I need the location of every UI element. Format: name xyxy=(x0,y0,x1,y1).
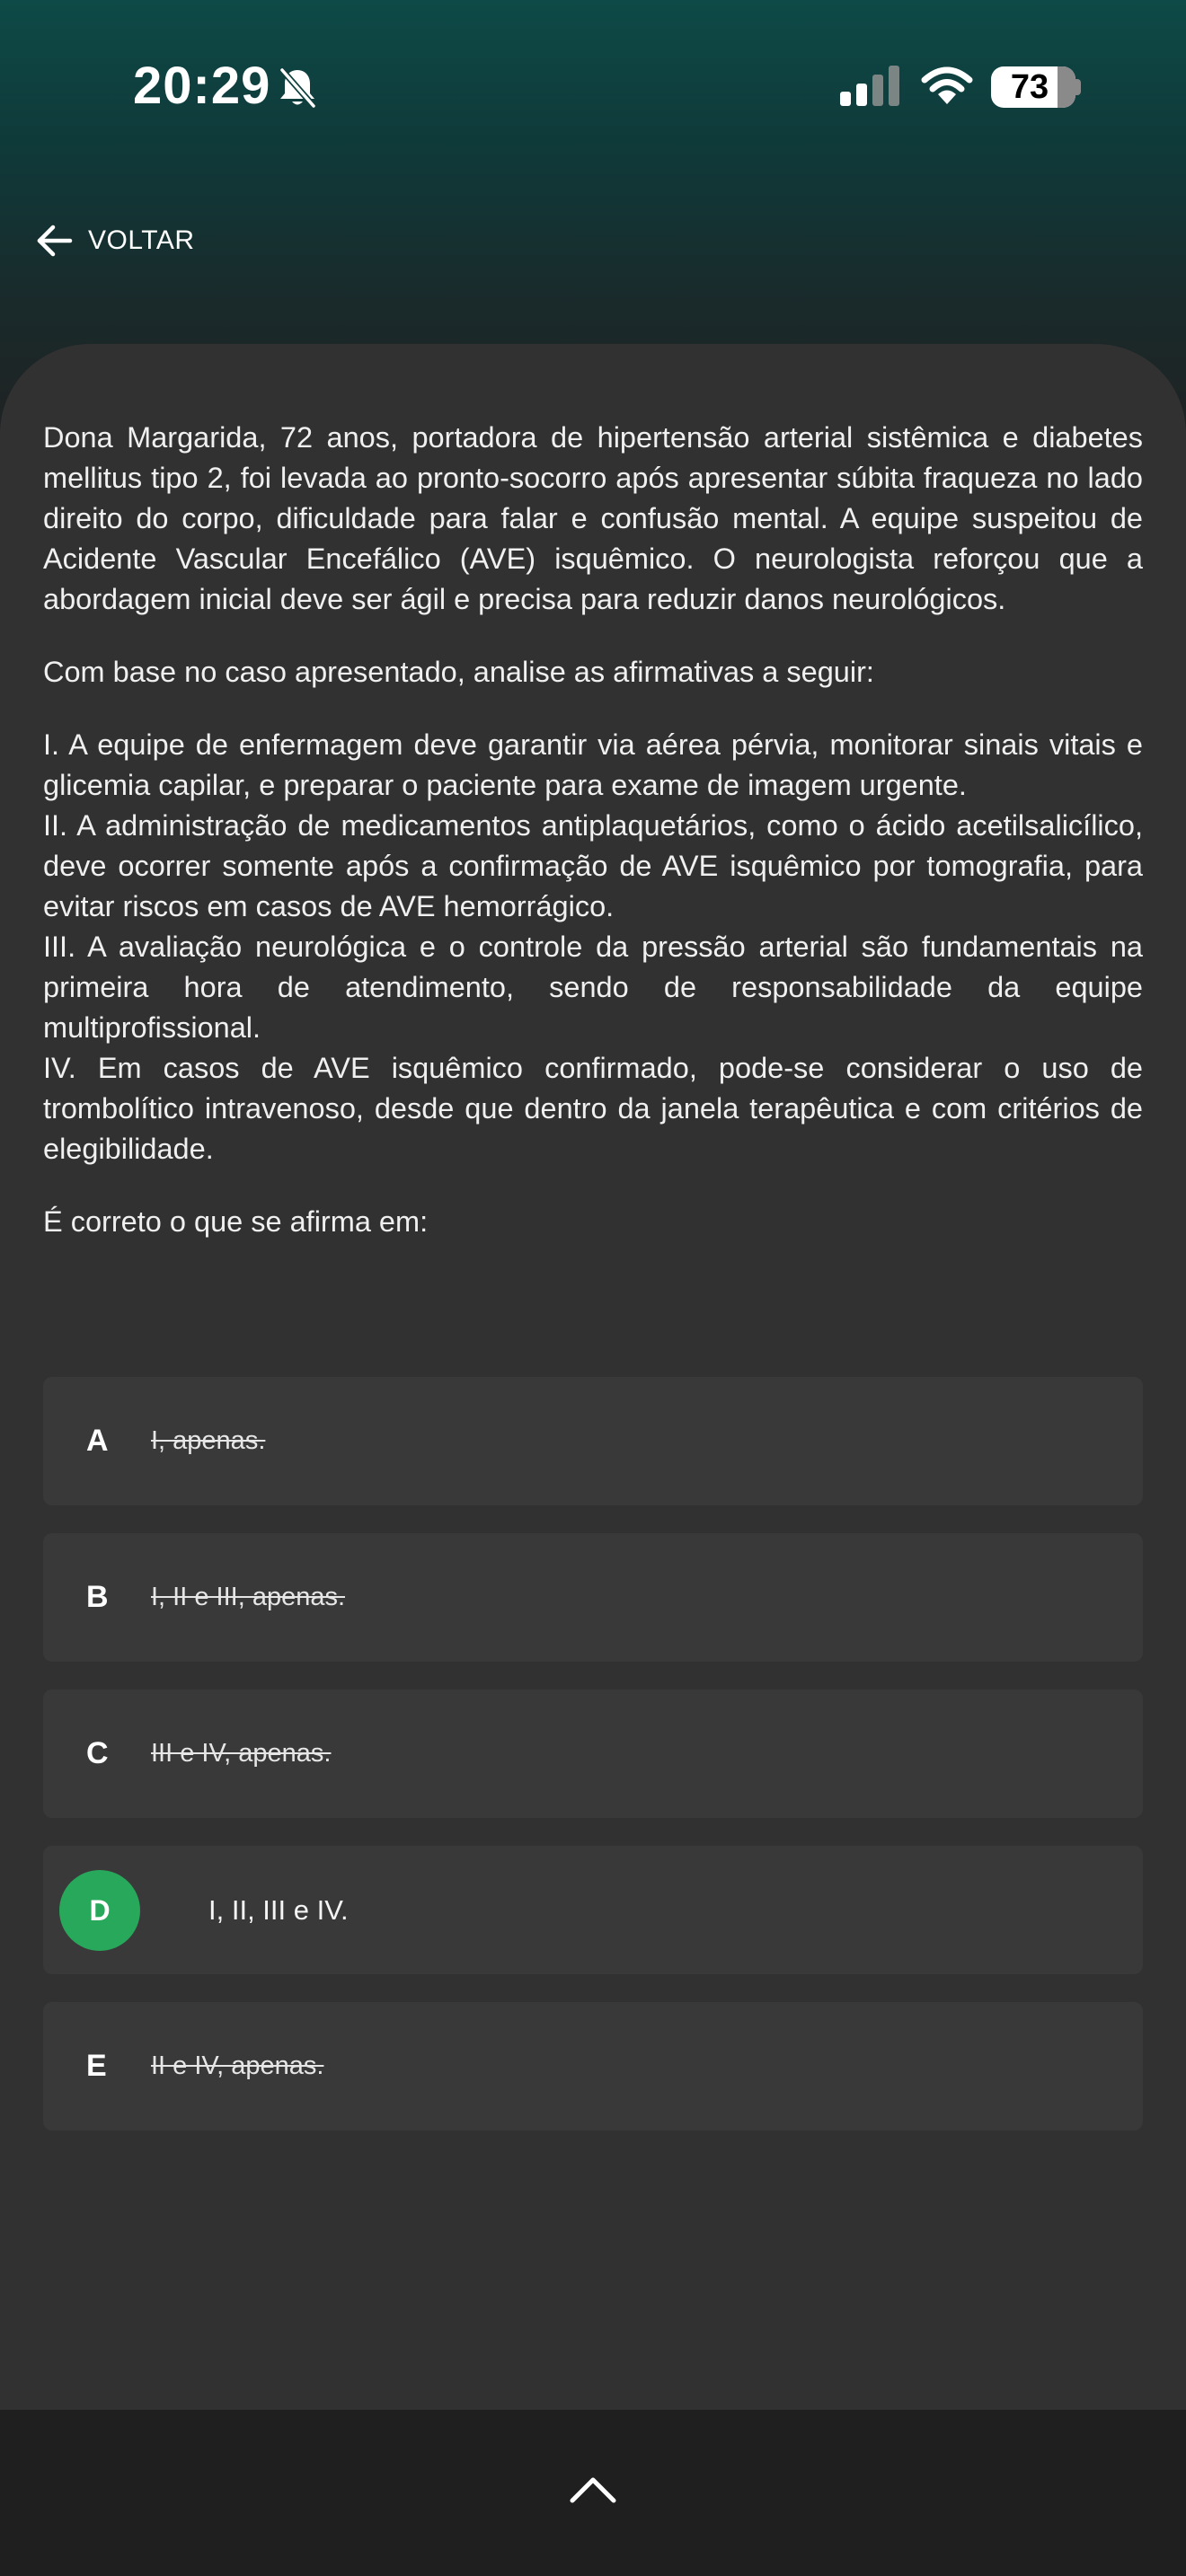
question-body xyxy=(43,418,1143,1275)
option-text: I, II, III e IV. xyxy=(208,1894,349,1926)
battery-icon xyxy=(991,66,1075,108)
status-bar xyxy=(0,0,1186,171)
statement-item: III. A avaliação neurológica e o controle da pressão arterial são fundamentais na primeira hora de atendimento, sendo de responsabilidade da equipe multiprofissional. xyxy=(43,931,1143,1044)
answer-options xyxy=(43,1377,1143,2158)
battery-tip xyxy=(1075,79,1081,95)
option-text: II e IV, apenas. xyxy=(151,2051,324,2080)
battery-level: 73 xyxy=(1010,68,1049,106)
option-e[interactable] xyxy=(43,2002,1143,2130)
arrow-left-icon xyxy=(34,220,75,261)
question-conclusion: É correto o que se afirma em: xyxy=(43,1205,429,1238)
question-prompt: Com base no caso apresentado, analise as afirmativas a seguir: xyxy=(43,656,874,688)
option-text: III e IV, apenas. xyxy=(151,1739,332,1768)
statements-list xyxy=(43,725,1143,1169)
back-label: VOLTAR xyxy=(88,225,195,255)
case-text: Dona Margarida, 72 anos, portadora de hipertensão arterial sistêmica e diabetes mellitus tipo 2, foi levada ao pronto-socorro após apresentar súbita fraqueza no lado direito do corpo, dificuldade para falar e confusão mental. A equipe suspeitou de Acidente Vascular Encefálico (AVE) isquêmico. O neurologista reforçou que a abordagem inicial deve ser ágil e precisa para reduzir danos neurológicos. xyxy=(43,421,1143,615)
option-letter: B xyxy=(86,1580,109,1614)
status-time: 20:29 xyxy=(133,57,271,115)
option-letter: E xyxy=(86,2049,107,2083)
statement-item: IV. Em casos de AVE isquêmico confirmado, pode-se considerar o uso de trombolítico intravenoso, desde que dentro da janela terapêutica e com critérios de elegibilidade. xyxy=(43,1052,1143,1165)
option-text: I, II e III, apenas. xyxy=(151,1583,346,1611)
option-text: I, apenas. xyxy=(151,1426,266,1455)
statement-item: II. A administração de medicamentos antiplaquetários, como o ácido acetilsalicílico, deve ocorrer somente após a confirmação de AVE isquêmico por tomografia, para evitar riscos em casos de AVE hemorrágico. xyxy=(43,809,1143,922)
option-letter: A xyxy=(86,1424,109,1458)
bell-slash-icon xyxy=(277,66,318,110)
option-c[interactable] xyxy=(43,1689,1143,1818)
wifi-icon xyxy=(920,65,974,106)
cellular-signal-icon xyxy=(840,65,903,108)
option-d[interactable] xyxy=(43,1846,1143,1974)
back-button[interactable] xyxy=(34,216,195,266)
selected-option-badge: D xyxy=(59,1870,140,1951)
option-b[interactable] xyxy=(43,1533,1143,1662)
option-a[interactable] xyxy=(43,1377,1143,1505)
statement-item: I. A equipe de enfermagem deve garantir via aérea pérvia, monitorar sinais vitais e glicemia capilar, e preparar o paciente para exame de imagem urgente. xyxy=(43,728,1143,801)
option-letter: C xyxy=(86,1736,109,1770)
chevron-up-icon[interactable] xyxy=(568,2473,618,2505)
